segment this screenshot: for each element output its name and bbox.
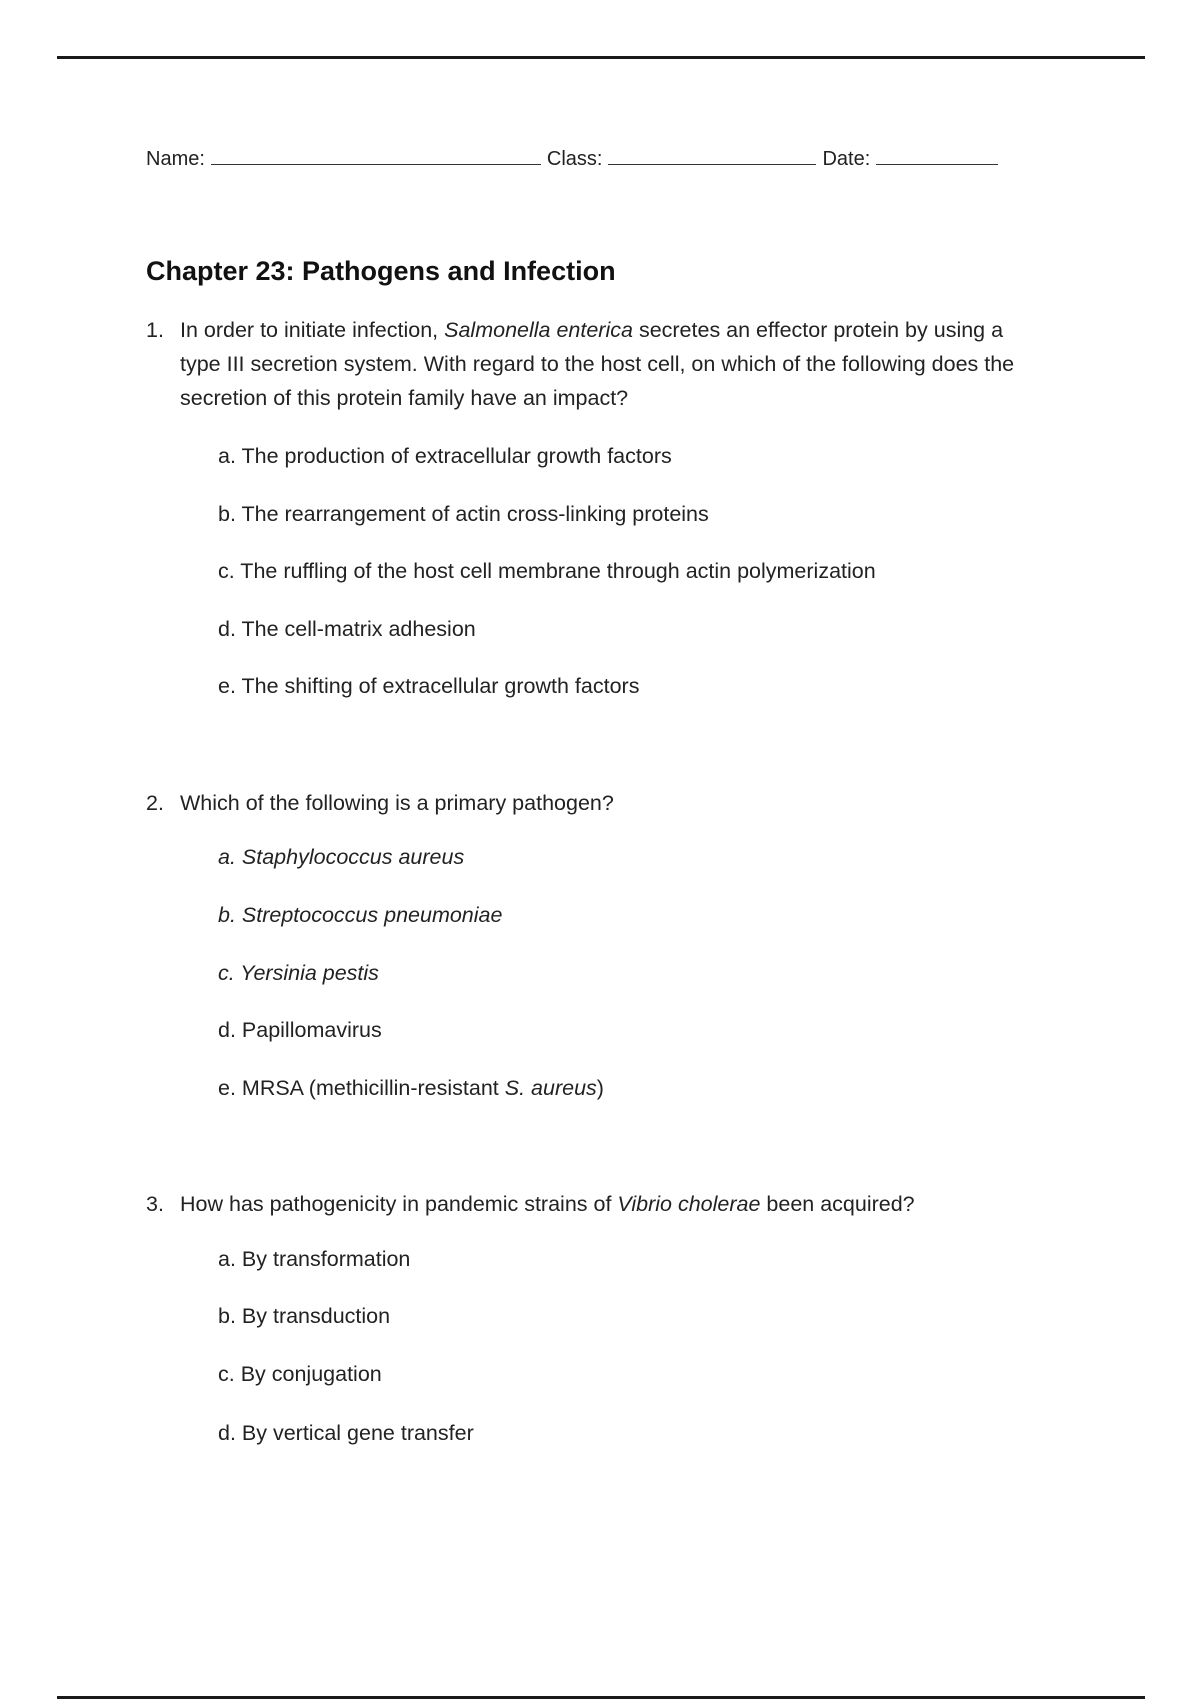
question-3	[146, 1187, 1046, 1221]
option-2b: b. Streptococcus pneumoniae	[218, 903, 503, 927]
class-blank[interactable]	[608, 146, 816, 165]
option-2e: e. MRSA (methicillin-resistant S. aureus)	[218, 1076, 604, 1100]
option-1e: e. The shifting of extracellular growth factors	[218, 674, 640, 698]
species-name: Salmonella enterica	[444, 318, 633, 342]
chapter-title: Chapter 23: Pathogens and Infection	[146, 256, 616, 286]
option-2c: c. Yersinia pestis	[218, 961, 379, 985]
option-3a: a. By transformation	[218, 1247, 411, 1271]
option-1b: b. The rearrangement of actin cross-linking proteins	[218, 502, 709, 526]
question-2	[146, 786, 1046, 820]
class-label: Class:	[546, 148, 603, 170]
name-label: Name:	[146, 148, 205, 170]
question-text: How has pathogenicity in pandemic strains of Vibrio cholerae been acquired?	[180, 1192, 915, 1216]
question-number: 2.	[146, 791, 164, 815]
species-name: Vibrio cholerae	[617, 1192, 761, 1216]
top-rule	[57, 56, 1145, 59]
option-1d: d. The cell-matrix adhesion	[218, 617, 476, 641]
question-text: Which of the following is a primary pathogen?	[180, 791, 614, 815]
option-1a: a. The production of extracellular growth factors	[218, 444, 672, 468]
option-2d: d. Papillomavirus	[218, 1018, 382, 1042]
bottom-rule	[57, 1696, 1145, 1699]
option-2a: a. Staphylococcus aureus	[218, 845, 465, 869]
option-3c: c. By conjugation	[218, 1362, 382, 1386]
option-1c: c. The ruffling of the host cell membrane through actin polymerization	[218, 559, 876, 583]
student-info-line	[146, 146, 1004, 171]
question-number: 1.	[146, 318, 164, 342]
question-1	[146, 313, 1046, 415]
option-3d: d. By vertical gene transfer	[218, 1421, 474, 1445]
question-number: 3.	[146, 1192, 164, 1216]
question-text: In order to initiate infection, Salmonella enterica secretes an effector protein by using a type III secretion system. With regard to the host cell, on which of the following does the secretion of this protein family have an impact?	[180, 318, 1015, 410]
date-blank[interactable]	[876, 146, 998, 165]
date-label: Date:	[822, 148, 871, 170]
name-blank[interactable]	[211, 146, 541, 165]
option-3b: b. By transduction	[218, 1304, 391, 1328]
